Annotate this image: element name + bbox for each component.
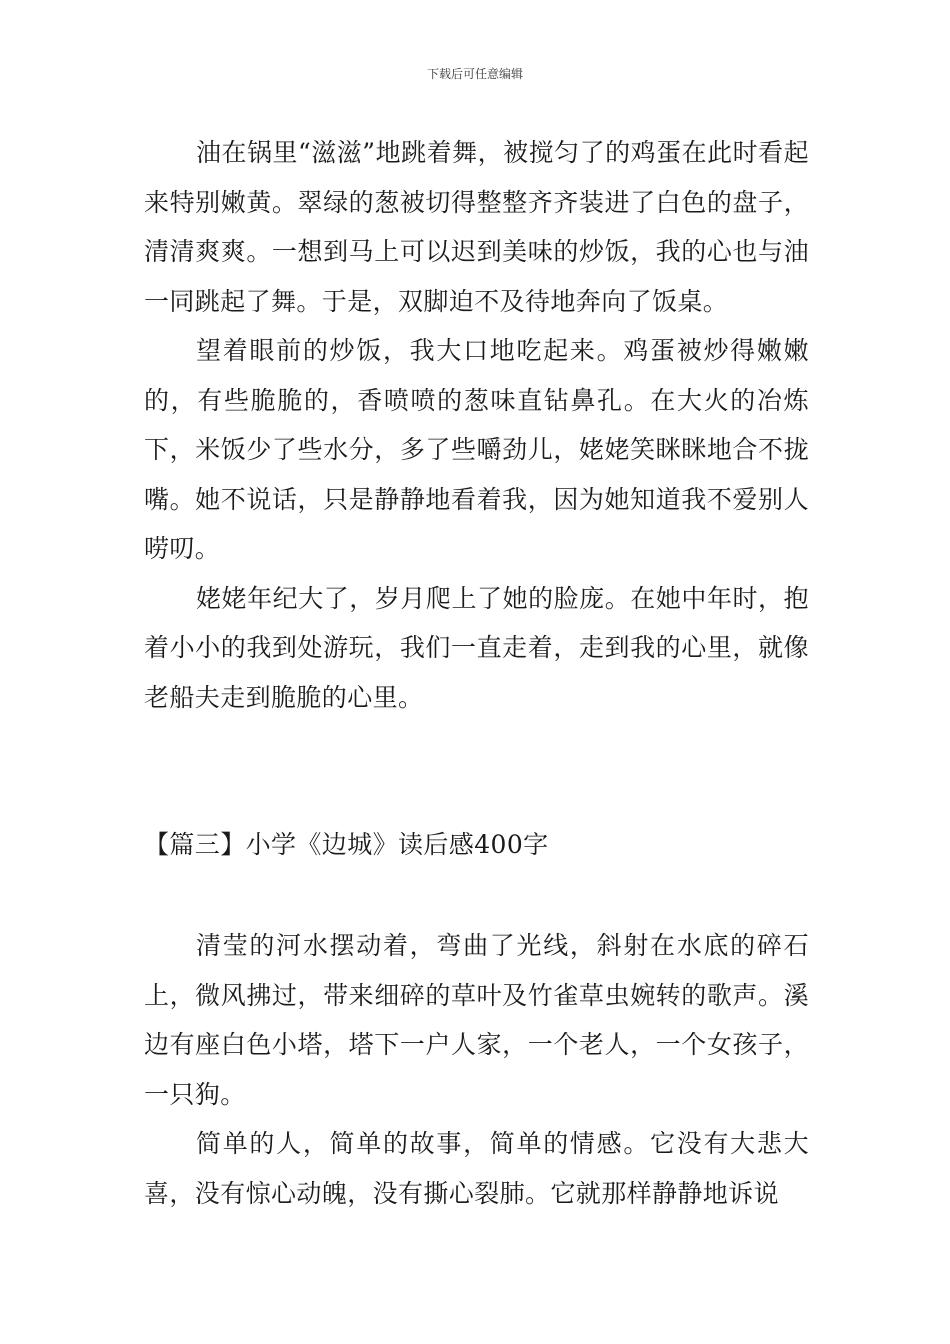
paragraph: 望着眼前的炒饭，我大口地吃起来。鸡蛋被炒得嫩嫩的，有些脆脆的，香喷喷的葱味直钻鼻孔。在大火的冶炼下，米饭少了些水分，多了些嚼劲儿，姥姥笑眯眯地合不拢嘴。她不说话，只是静静地看着我，因为她知道我不爱别人唠叨。 (144, 336, 809, 563)
section-title: 【篇三】小学《边城》读后感400字 (144, 830, 549, 859)
essay-top-block (144, 128, 809, 722)
paragraph: 简单的人，简单的故事，简单的情感。它没有大悲大喜，没有惊心动魄，没有撕心裂肺。它就那样静静地诉说 (144, 1129, 809, 1208)
paragraph: 油在锅里“滋滋”地跳着舞，被搅匀了的鸡蛋在此时看起来特别嫩黄。翠绿的葱被切得整整齐齐装进了白色的盘子，清清爽爽。一想到马上可以迟到美味的炒饭，我的心也与油一同跳起了舞。于是，双脚迫不及待地奔向了饭桌。 (144, 138, 809, 316)
paragraph: 姥姥年纪大了，岁月爬上了她的脸庞。在她中年时，抱着小小的我到处游玩，我们一直走着，走到我的心里，就像老船夫走到脆脆的心里。 (144, 583, 809, 712)
paragraph: 清莹的河水摆动着，弯曲了光线，斜射在水底的碎石上，微风拂过，带来细碎的草叶及竹雀草虫婉转的歌声。溪边有座白色小塔，塔下一户人家，一个老人，一个女孩子，一只狗。 (144, 931, 809, 1109)
essay-bottom-block (144, 921, 809, 1218)
page-header-note: 下载后可任意编辑 (426, 67, 523, 81)
section-heading-block (144, 830, 809, 860)
